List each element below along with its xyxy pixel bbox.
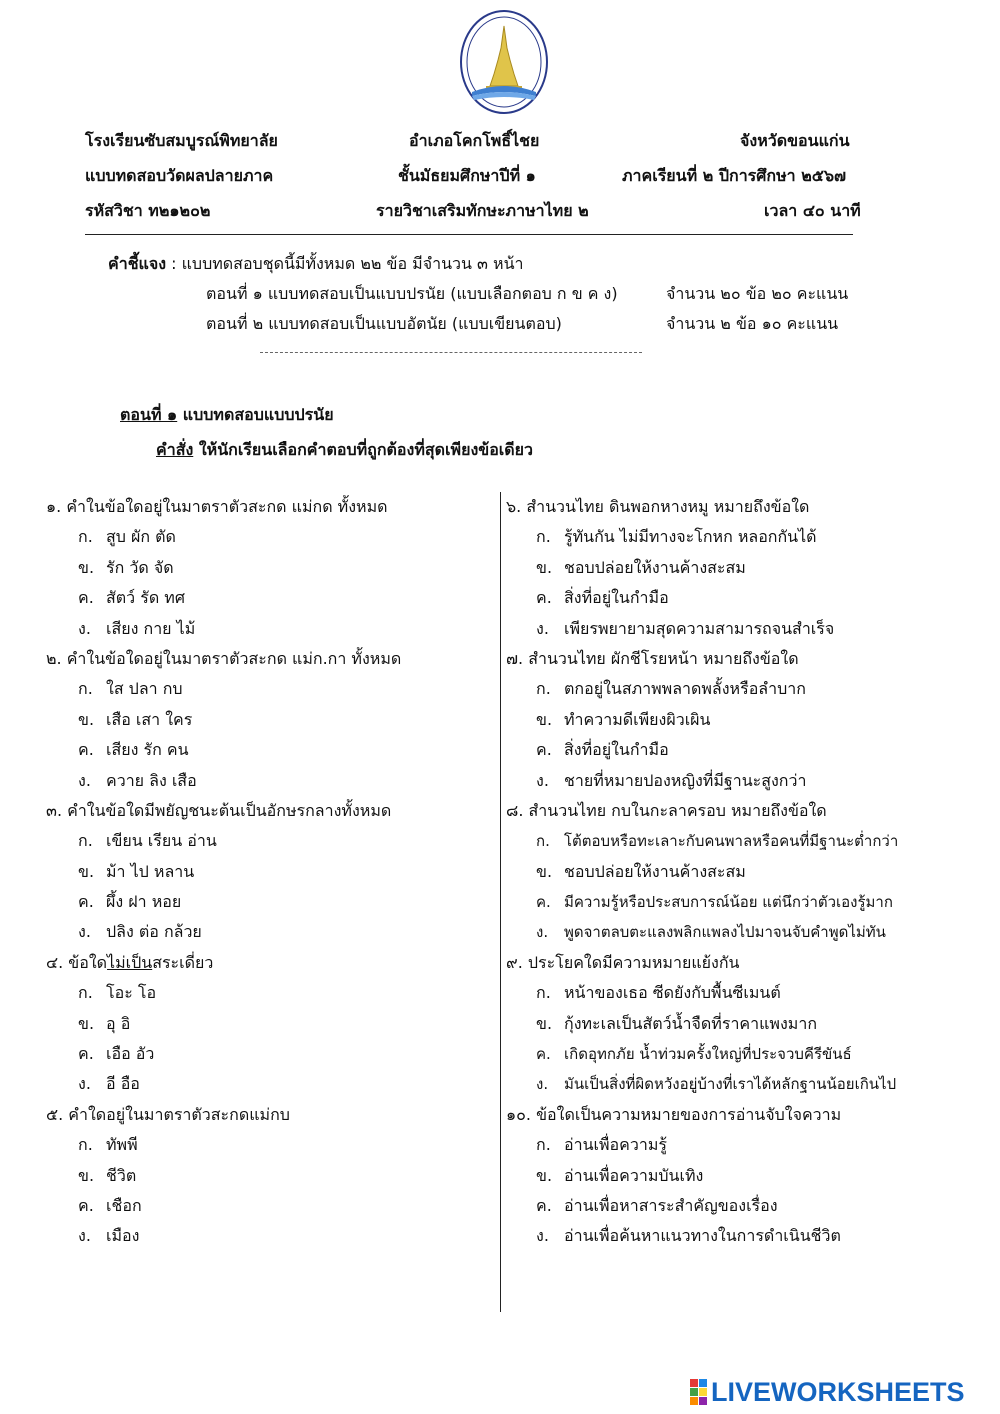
option-text: ใส ปลา กบ xyxy=(106,679,183,699)
option-text: เอือ อัว xyxy=(106,1044,155,1064)
course-code: รหัสวิชา ท๒๑๒๐๒ xyxy=(85,201,211,220)
answer-option[interactable] xyxy=(46,826,401,856)
answer-option[interactable] xyxy=(506,1009,898,1039)
answer-option[interactable] xyxy=(46,766,401,796)
option-letter: ข. xyxy=(78,1013,95,1033)
option-letter: ค. xyxy=(78,1044,94,1064)
answer-option[interactable] xyxy=(46,887,401,917)
answer-option[interactable] xyxy=(46,1161,401,1191)
option-letter: ก. xyxy=(78,1135,93,1155)
option-letter: ข. xyxy=(78,709,95,729)
semester-year: ภาคเรียนที่ ๒ ปีการศึกษา ๒๕๖๗ xyxy=(622,166,847,185)
instructions-line xyxy=(108,252,524,277)
option-text: อ่านเพื่อความรู้ xyxy=(564,1135,667,1155)
option-letter: ง. xyxy=(536,1075,549,1094)
option-letter: ข. xyxy=(536,861,553,881)
option-letter: ง. xyxy=(536,618,549,638)
logo-block xyxy=(690,1379,698,1387)
question-10: ๑๐. ข้อใดเป็นความหมายของการอ่านจับใจความ xyxy=(506,1104,842,1124)
option-letter: ข. xyxy=(78,861,95,881)
option-letter: ง. xyxy=(78,1226,91,1246)
answer-option[interactable] xyxy=(506,826,898,856)
part2-count: จำนวน ๒ ข้อ ๑๐ คะแนน xyxy=(666,314,839,333)
option-text: ตกอยู่ในสภาพพลาดพลั้งหรือลำบาก xyxy=(564,679,806,699)
header-divider xyxy=(85,234,853,235)
dashed-separator xyxy=(260,352,642,353)
answer-option[interactable] xyxy=(46,522,401,552)
school-name: โรงเรียนซับสมบูรณ์พิทยาลัย xyxy=(85,131,278,150)
question-5: ๕. คำใดอยู่ในมาตราตัวสะกดแม่กบ xyxy=(46,1104,290,1124)
option-text: เสือ เสา ใคร xyxy=(106,709,193,729)
district-name: อำเภอโคกโพธิ์ไชย xyxy=(409,131,540,150)
option-text: สิ่งที่อยู่ในกำมือ xyxy=(564,740,669,760)
option-letter: ค. xyxy=(78,588,94,608)
answer-option[interactable] xyxy=(46,1069,401,1099)
answer-option[interactable] xyxy=(506,857,898,887)
option-letter: ค. xyxy=(78,892,94,912)
question-4-prefix: ๔. ข้อใด xyxy=(46,952,108,972)
option-text: โต้ตอบหรือทะเลาะกับคนพาลหรือคนที่มีฐานะต่ำกว่า xyxy=(564,832,899,851)
answer-option[interactable] xyxy=(46,917,401,947)
answer-option[interactable] xyxy=(506,553,898,583)
option-letter: ข. xyxy=(78,557,95,577)
option-text: เกิดอุทกภัย น้ำท่วมครั้งใหญ่ที่ประจวบคีรีขันธ์ xyxy=(564,1045,852,1064)
answer-option[interactable] xyxy=(46,1009,401,1039)
answer-option[interactable] xyxy=(506,887,898,917)
option-text: ทำความดีเพียงผิวเผิน xyxy=(564,709,711,729)
option-letter: ข. xyxy=(536,557,553,577)
option-letter: ก. xyxy=(78,983,93,1003)
option-letter: ข. xyxy=(536,709,553,729)
question-4-suffix: สระเดี่ยว xyxy=(152,952,214,972)
answer-option[interactable] xyxy=(506,1161,898,1191)
right-question-column xyxy=(506,492,898,1252)
exam-time: เวลา ๔๐ นาที xyxy=(764,201,861,220)
part1-description: ตอนที่ ๑ แบบทดสอบเป็นแบบปรนัย (แบบเลือกตอบ ก ข ค ง) xyxy=(206,284,618,303)
logo-block xyxy=(699,1397,707,1405)
option-letter: ก. xyxy=(536,832,550,851)
liveworksheets-wordmark: LIVEWORKSHEETS xyxy=(711,1376,965,1407)
option-letter: ก. xyxy=(78,831,93,851)
answer-option[interactable] xyxy=(506,674,898,704)
grade-level: ชั้นมัธยมศึกษาปีที่ ๑ xyxy=(398,166,536,185)
liveworksheets-blocks-icon xyxy=(690,1379,707,1405)
answer-option[interactable] xyxy=(506,1039,898,1069)
option-letter: ก. xyxy=(78,527,93,547)
option-letter: ค. xyxy=(536,1045,551,1064)
answer-option[interactable] xyxy=(46,1221,401,1251)
answer-option[interactable] xyxy=(46,1039,401,1069)
option-text: ปลิง ต่อ กล้วย xyxy=(106,922,202,942)
course-name: รายวิชาเสริมทักษะภาษาไทย ๒ xyxy=(376,201,589,220)
option-letter: ค. xyxy=(536,740,552,760)
option-letter: ข. xyxy=(536,1013,553,1033)
option-text: สัตว์ รัด ทศ xyxy=(106,588,185,608)
answer-option[interactable] xyxy=(506,614,898,644)
option-text: อ่านเพื่อค้นหาแนวทางในการดำเนินชีวิต xyxy=(564,1226,841,1246)
option-letter: ก. xyxy=(536,1135,551,1155)
option-text: ชอบปล่อยให้งานค้างสะสม xyxy=(564,861,746,881)
answer-option[interactable] xyxy=(46,583,401,613)
option-text: เสียง รัก คน xyxy=(106,740,189,760)
option-text: พูดจาตลบตะแลงพลิกแพลงไปมาจนจับคำพูดไม่ทัน xyxy=(564,923,886,942)
answer-option[interactable] xyxy=(506,1069,898,1099)
answer-option[interactable] xyxy=(46,1130,401,1160)
option-text: เขียน เรียน อ่าน xyxy=(106,831,217,851)
instructions-text: : แบบทดสอบชุดนี้มีทั้งหมด ๒๒ ข้อ มีจำนวน ๓ หน้า xyxy=(166,254,524,273)
option-letter: ง. xyxy=(78,1074,91,1094)
logo-block xyxy=(699,1388,707,1396)
question-9: ๙. ประโยคใดมีความหมายแย้งกัน xyxy=(506,952,740,972)
option-letter: ก. xyxy=(536,983,551,1003)
option-text: มีความรู้หรือประสบการณ์น้อย แต่นึกว่าตัวเองรู้มาก xyxy=(564,893,893,912)
option-letter: ค. xyxy=(536,893,551,912)
instructions-label: คำชี้แจง xyxy=(108,254,167,273)
liveworksheets-logo[interactable] xyxy=(690,1378,965,1406)
option-text: รู้ทันกัน ไม่มีทางจะโกหก หลอกกันได้ xyxy=(564,527,817,547)
option-text: โอะ โอ xyxy=(106,983,157,1003)
answer-option[interactable] xyxy=(506,583,898,613)
option-text: เพียรพยายามสุดความสามารถจนสำเร็จ xyxy=(564,618,835,638)
option-text: ชอบปล่อยให้งานค้างสะสม xyxy=(564,557,746,577)
answer-option[interactable] xyxy=(506,766,898,796)
question-4 xyxy=(46,948,401,978)
answer-option[interactable] xyxy=(506,1130,898,1160)
option-text: สูบ ผัก ตัด xyxy=(106,527,176,547)
option-letter: ค. xyxy=(536,588,552,608)
option-letter: ง. xyxy=(536,770,549,790)
answer-option[interactable] xyxy=(46,674,401,704)
answer-option[interactable] xyxy=(46,614,401,644)
option-letter: ง. xyxy=(78,618,91,638)
left-question-column xyxy=(46,492,401,1252)
option-letter: ง. xyxy=(78,770,91,790)
option-text: ชีวิต xyxy=(106,1165,137,1185)
command-label: คำสั่ง xyxy=(156,440,194,459)
section-title-label: ตอนที่ ๑ xyxy=(120,405,178,424)
question-6: ๖. สำนวนไทย ดินพอกหางหมู หมายถึงข้อใด xyxy=(506,497,810,516)
option-text: ผึ้ง ฝา หอย xyxy=(106,892,182,912)
answer-option[interactable] xyxy=(506,978,898,1008)
part1-count: จำนวน ๒๐ ข้อ ๒๐ คะแนน xyxy=(666,284,849,303)
section-title-text: แบบทดสอบแบบปรนัย xyxy=(177,405,334,424)
option-text: มันเป็นสิ่งที่ผิดหวังอยู่บ้างที่เราได้หลักฐานน้อยเกินไป xyxy=(564,1075,897,1094)
option-text: กุ้งทะเลเป็นสัตว์น้ำจืดที่ราคาแพงมาก xyxy=(564,1013,818,1033)
province-name: จังหวัดขอนแก่น xyxy=(740,131,850,150)
option-text: อี อือ xyxy=(106,1074,140,1094)
exam-type: แบบทดสอบวัดผลปลายภาค xyxy=(85,166,274,185)
question-8: ๘. สำนวนไทย กบในกะลาครอบ หมายถึงข้อใด xyxy=(506,800,827,820)
answer-option[interactable] xyxy=(46,857,401,887)
option-text: ทัพพี xyxy=(106,1135,138,1155)
option-text: สิ่งที่อยู่ในกำมือ xyxy=(564,588,669,608)
answer-option[interactable] xyxy=(506,917,898,947)
column-divider xyxy=(500,492,501,1312)
option-letter: ข. xyxy=(78,1165,95,1185)
option-letter: ข. xyxy=(536,1165,553,1185)
command-text: ให้นักเรียนเลือกคำตอบที่ถูกต้องที่สุดเพียงข้อเดียว xyxy=(193,440,534,459)
logo-block xyxy=(690,1397,698,1405)
option-letter: ค. xyxy=(78,1195,94,1215)
option-letter: ก. xyxy=(536,679,551,699)
option-text: ม้า ไป หลาน xyxy=(106,861,195,881)
section-title xyxy=(120,403,334,428)
answer-option[interactable] xyxy=(506,735,898,765)
option-letter: ง. xyxy=(536,1226,549,1246)
question-1: ๑. คำในข้อใดอยู่ในมาตราตัวสะกด แม่กด ทั้งหมด xyxy=(46,497,388,516)
logo-block xyxy=(699,1379,707,1387)
question-7: ๗. สำนวนไทย ผักชีโรยหน้า หมายถึงข้อใด xyxy=(506,648,799,668)
question-4-emphasis: ไม่เป็น xyxy=(107,952,153,972)
option-text: อ่านเพื่อความบันเทิง xyxy=(564,1165,704,1185)
part2-description: ตอนที่ ๒ แบบทดสอบเป็นแบบอัตนัย (แบบเขียนตอบ) xyxy=(206,314,562,333)
answer-option[interactable] xyxy=(46,553,401,583)
school-seal-logo xyxy=(458,8,550,116)
answer-option[interactable] xyxy=(506,522,898,552)
option-text: อ่านเพื่อหาสาระสำคัญของเรื่อง xyxy=(564,1195,778,1215)
option-letter: ง. xyxy=(536,923,549,942)
option-letter: ก. xyxy=(536,527,551,547)
section-command xyxy=(156,438,533,463)
option-text: อุ อิ xyxy=(106,1013,131,1033)
option-text: เมือง xyxy=(106,1226,140,1246)
answer-option[interactable] xyxy=(506,1221,898,1251)
question-3: ๓. คำในข้อใดมีพยัญชนะต้นเป็นอักษรกลางทั้งหมด xyxy=(46,800,392,820)
answer-option[interactable] xyxy=(46,705,401,735)
answer-option[interactable] xyxy=(46,735,401,765)
option-text: รัก วัด จัด xyxy=(106,557,174,577)
option-text: หน้าของเธอ ซีดยังกับพื้นซีเมนต์ xyxy=(564,983,781,1003)
option-text: เชือก xyxy=(106,1195,142,1215)
option-letter: ค. xyxy=(536,1195,552,1215)
option-text: ควาย ลิง เสือ xyxy=(106,770,197,790)
logo-block xyxy=(690,1388,698,1396)
option-text: เสียง กาย ไม้ xyxy=(106,618,196,638)
option-letter: ง. xyxy=(78,922,91,942)
question-2: ๒. คำในข้อใดอยู่ในมาตราตัวสะกด แม่ก.กา ทั้งหมด xyxy=(46,648,402,668)
option-letter: ก. xyxy=(78,679,93,699)
answer-option[interactable] xyxy=(46,978,401,1008)
answer-option[interactable] xyxy=(506,1191,898,1221)
answer-option[interactable] xyxy=(506,705,898,735)
answer-option[interactable] xyxy=(46,1191,401,1221)
option-letter: ค. xyxy=(78,740,94,760)
option-text: ชายที่หมายปองหญิงที่มีฐานะสูงกว่า xyxy=(564,770,807,790)
